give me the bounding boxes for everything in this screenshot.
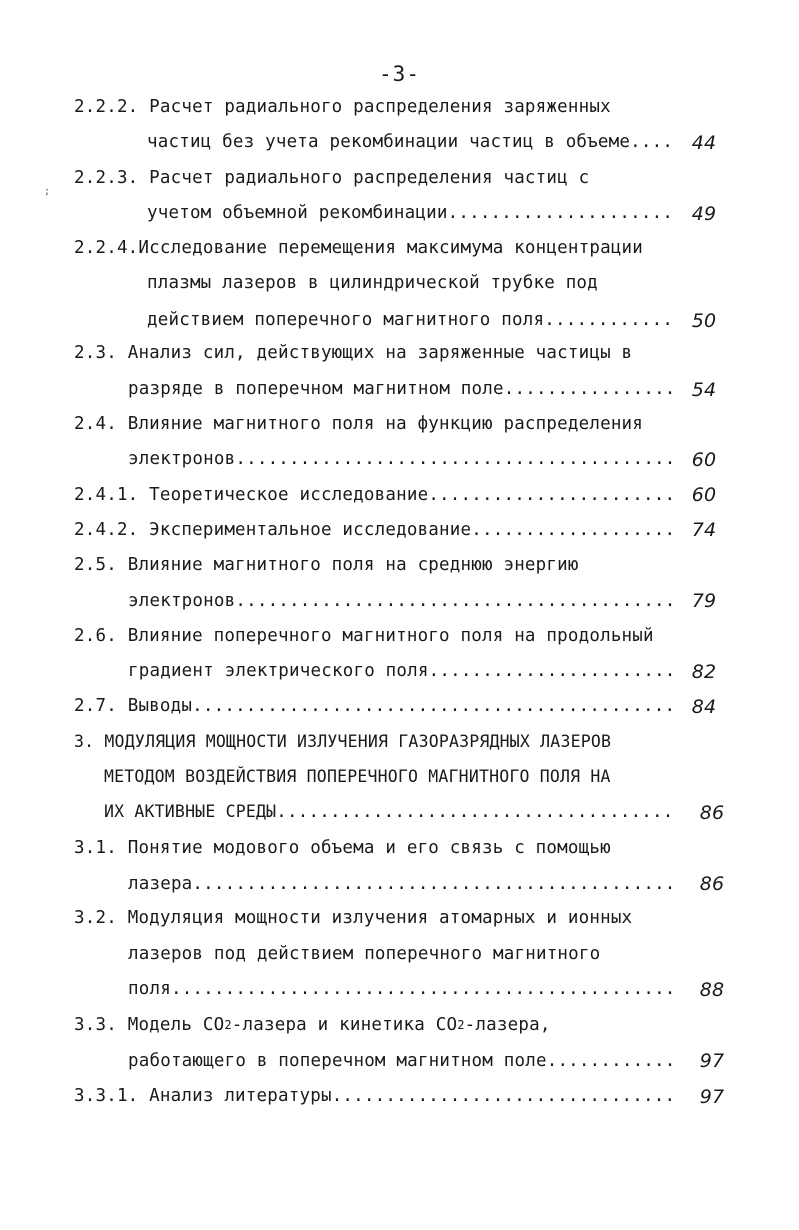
toc-entry-2-2-4-cont <box>147 305 675 335</box>
toc-entry-2-2-4 <box>74 233 643 263</box>
leader-dots <box>192 869 675 899</box>
toc-title-line: Влияние поперечного магнитного поля на продольный <box>127 626 654 646</box>
toc-entry-2-2-4-cont <box>147 268 598 298</box>
toc-page-number: 97 <box>699 1050 725 1072</box>
toc-page-number: 86 <box>699 802 725 824</box>
toc-number: 3.1. <box>74 838 117 858</box>
leader-dots <box>544 305 675 335</box>
toc-title-line: лазера <box>128 874 193 894</box>
toc-number: 3.2. <box>74 908 117 928</box>
toc-entry-2-6 <box>74 621 654 651</box>
toc-entry-2-2-2 <box>74 92 611 122</box>
leader-dots <box>428 480 675 510</box>
toc-title-line: Теоретическое исследование <box>149 485 429 505</box>
toc-title-line: Модуляция мощности излучения атомарных и ионных <box>127 908 633 928</box>
toc-page-number: 86 <box>699 873 725 895</box>
toc-number: 3.3. <box>74 1015 117 1035</box>
toc-title-line: поля <box>128 979 171 999</box>
toc-title-line: частиц без учета рекомбинации частиц в объеме <box>147 132 631 152</box>
toc-entry-2-3 <box>74 338 632 368</box>
leader-dots <box>630 127 675 157</box>
leader-dots <box>192 691 675 721</box>
leader-dots <box>171 974 675 1004</box>
toc-title-line: Выводы <box>127 696 193 716</box>
toc-title-line: -лазера и кинетика CO <box>231 1015 458 1035</box>
page-number: -3- <box>379 62 420 86</box>
toc-number: 3.3.1. <box>74 1086 139 1106</box>
leader-dots <box>235 586 675 616</box>
subscript: 2 <box>224 1018 232 1032</box>
leader-dots <box>429 656 675 686</box>
toc-title-line: электронов <box>128 449 236 469</box>
toc-entry-3-3-1 <box>74 1081 675 1111</box>
toc-title-line: Анализ литературы <box>149 1086 332 1106</box>
toc-page-number: 60 <box>691 449 717 471</box>
toc-number: 2.2.4. <box>74 238 139 258</box>
toc-title-line: градиент электрического поля <box>128 661 429 681</box>
toc-number: 2.4.1. <box>74 485 139 505</box>
leader-dots <box>547 1046 675 1076</box>
leader-dots <box>448 198 675 228</box>
toc-page-number: 84 <box>691 696 717 718</box>
toc-number: 2.4.2. <box>74 520 139 540</box>
toc-entry-3-3 <box>74 1010 551 1040</box>
toc-page-number: 82 <box>691 661 717 683</box>
toc-entry-2-4 <box>74 409 643 439</box>
toc-number: 2.2.3. <box>74 168 139 188</box>
leader-dots <box>332 1081 675 1111</box>
toc-title-line: лазеров под действием поперечного магнитного <box>128 944 601 964</box>
toc-entry-2-2-2-cont <box>147 127 675 157</box>
toc-entry-3 <box>74 727 611 757</box>
toc-entry-2-5-cont <box>128 586 675 616</box>
toc-title-line: Расчет радиального распределения частиц с <box>149 168 590 188</box>
leader-dots <box>471 515 675 545</box>
subscript: 2 <box>457 1018 465 1032</box>
toc-entry-2-3-cont <box>128 374 675 404</box>
toc-number: 2.3. <box>74 343 117 363</box>
toc-title-line: Анализ сил, действующих на заряженные частицы в <box>127 343 633 363</box>
toc-entry-2-4-1 <box>74 480 675 510</box>
toc-page-number: 54 <box>691 379 717 401</box>
toc-entry-2-2-3 <box>74 163 589 193</box>
toc-entry-2-4-cont <box>128 444 675 474</box>
toc-title-line: ИХ АКТИВНЫЕ СРЕДЫ <box>104 802 277 821</box>
toc-title-line: действием поперечного магнитного поля <box>147 310 545 330</box>
toc-number: 2.5. <box>74 555 117 575</box>
toc-entry-3-2-cont <box>128 939 600 969</box>
toc-page-number: 60 <box>691 484 717 506</box>
leader-dots <box>504 374 675 404</box>
margin-mark: ; <box>44 186 51 197</box>
toc-page-number: 74 <box>691 519 717 541</box>
toc-title-line: МЕТОДОМ ВОЗДЕЙСТВИЯ ПОПЕРЕЧНОГО МАГНИТНОГО ПОЛЯ НА <box>104 767 611 786</box>
toc-title-line: Исследование перемещения максимума концентрации <box>138 238 644 258</box>
leader-dots <box>235 444 675 474</box>
toc-entry-3-1-cont <box>128 869 675 899</box>
toc-title-line: Расчет радиального распределения заряженных <box>149 97 611 117</box>
toc-entry-2-6-cont <box>128 656 675 686</box>
toc-entry-2-5 <box>74 550 579 580</box>
toc-title-line: плазмы лазеров в цилиндрической трубке под <box>147 273 598 293</box>
toc-number: 2.6. <box>74 626 117 646</box>
toc-number: 2.7. <box>74 696 117 716</box>
toc-title-line: электронов <box>128 591 236 611</box>
toc-title-line: Влияние магнитного поля на функцию распределения <box>127 414 644 434</box>
toc-number: 2.4. <box>74 414 117 434</box>
toc-entry-3-cont <box>104 797 675 827</box>
toc-entry-3-cont <box>104 762 611 792</box>
toc-title-line: работающего в поперечном магнитном поле <box>128 1051 547 1071</box>
toc-title-line: Экспериментальное исследование <box>149 520 472 540</box>
toc-title-line: Понятие модового объема и его связь с помощью <box>127 838 611 858</box>
toc-number: 2.2.2. <box>74 97 139 117</box>
toc-title-line: -лазера, <box>464 1015 551 1035</box>
toc-page-number: 97 <box>699 1086 725 1108</box>
toc-entry-2-2-3-cont <box>147 198 675 228</box>
toc-entry-3-2-cont <box>128 974 675 1004</box>
toc-title-line: учетом объемной рекомбинации <box>147 203 448 223</box>
toc-title-line: МОДУЛЯЦИЯ МОЩНОСТИ ИЗЛУЧЕНИЯ ГАЗОРАЗРЯДНЫХ ЛАЗЕРОВ <box>104 732 612 751</box>
toc-title-line: Влияние магнитного поля на среднюю энергию <box>127 555 579 575</box>
toc-title-line: разряде в поперечном магнитном поле <box>128 379 504 399</box>
toc-page-number: 50 <box>691 310 717 332</box>
toc-page-number: 44 <box>691 132 717 154</box>
toc-entry-2-4-2 <box>74 515 675 545</box>
toc-number: 3. <box>74 732 95 751</box>
leader-dots <box>276 797 675 827</box>
toc-title-line: Модель CO <box>127 1015 225 1035</box>
toc-entry-2-7 <box>74 691 675 721</box>
toc-entry-3-2 <box>74 903 632 933</box>
toc-page-number: 49 <box>691 203 717 225</box>
toc-page-number: 79 <box>691 590 717 612</box>
toc-page-number: 88 <box>699 979 725 1001</box>
toc-entry-3-1 <box>74 833 611 863</box>
toc-entry-3-3-cont <box>128 1046 675 1076</box>
